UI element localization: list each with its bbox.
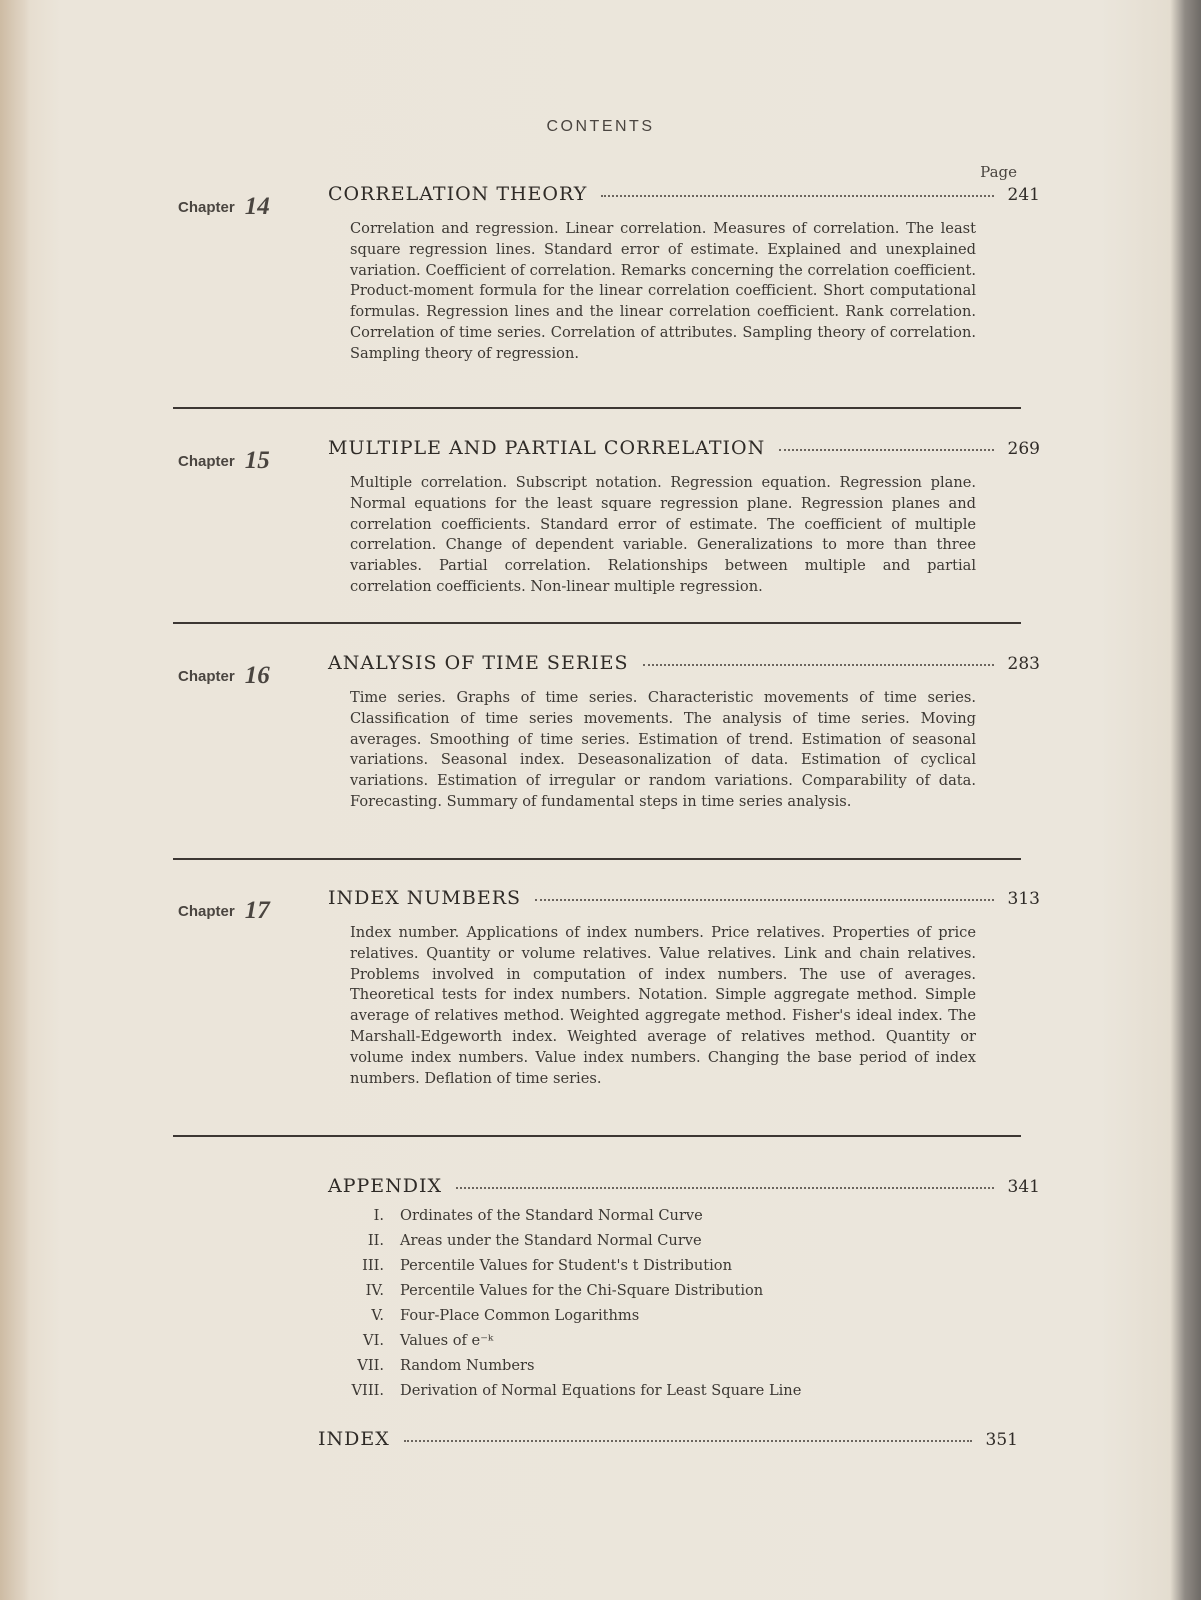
appendix-item bbox=[340, 1232, 940, 1257]
chapter-title-row bbox=[328, 437, 1040, 459]
chapter-number: 15 bbox=[244, 447, 270, 474]
chapter-label bbox=[178, 660, 318, 688]
chapter-number: 17 bbox=[244, 897, 270, 924]
appendix-numeral: VII. bbox=[357, 1357, 384, 1374]
appendix-numeral: VIII. bbox=[351, 1382, 384, 1399]
appendix-numeral: VI. bbox=[363, 1332, 384, 1349]
index-title-row bbox=[318, 1428, 1018, 1450]
chapter-title: MULTIPLE AND PARTIAL CORRELATION bbox=[328, 437, 766, 459]
appendix-item-text: Percentile Values for the Chi-Square Distribution bbox=[400, 1282, 764, 1299]
section-divider bbox=[173, 407, 1021, 409]
chapter-page-number: 283 bbox=[1007, 654, 1040, 674]
chapter-word: Chapter bbox=[178, 453, 235, 470]
appendix-numeral: V. bbox=[371, 1307, 384, 1324]
chapter-description: Correlation and regression. Linear correlation. Measures of correlation. The least square regression lines. Standard error of estimate. Explained and unexplained variation. Coefficient of correlation. Remarks concerning the correlation coefficient. Product-moment formula for the linear correlation coefficient. Short computational formulas. Regression lines and the linear correlation coefficient. Rank correlation. Correlation of time series. Correlation of attributes. Sampling theory of correlation. Sampling theory of regression. bbox=[350, 220, 976, 362]
dot-leader bbox=[456, 1187, 993, 1189]
appendix-list bbox=[340, 1207, 940, 1407]
chapter-title-row bbox=[328, 887, 1040, 909]
chapter-title-row bbox=[328, 652, 1040, 674]
appendix-item bbox=[340, 1257, 940, 1282]
chapter-description: Index number. Applications of index numbers. Price relatives. Properties of price relatives. Quantity or volume relatives. Value relatives. Link and chain relatives. Problems involved in computation of index numbers. The use of averages. Theoretical tests for index numbers. Notation. Simple aggregate method. Simple average of relatives method. Weighted aggregate method. Fisher's ideal index. The Marshall-Edgeworth index. Weighted average of relatives method. Quantity or volume index numbers. Value index numbers. Changing the base period of index numbers. Deflation of time series. bbox=[350, 924, 976, 1087]
appendix-item bbox=[340, 1382, 940, 1407]
index-title: INDEX bbox=[318, 1428, 390, 1450]
appendix-numeral: IV. bbox=[365, 1282, 384, 1299]
chapter-page-number: 313 bbox=[1007, 889, 1040, 909]
dot-leader bbox=[643, 664, 994, 666]
appendix-item-text: Ordinates of the Standard Normal Curve bbox=[400, 1207, 703, 1224]
appendix-item bbox=[340, 1307, 940, 1332]
appendix-item bbox=[340, 1282, 940, 1307]
chapter-description: Multiple correlation. Subscript notation. Regression equation. Regression plane. Normal equations for the least square regression plane. Regression planes and correlation coefficients. Standard error of estimate. The coefficient of multiple correlation. Change of dependent variable. Generalizations to more than three variables. Partial correlation. Relationships between multiple and partial correlation coefficients. Non-linear multiple regression. bbox=[350, 474, 976, 595]
chapter-title-row bbox=[328, 183, 1040, 205]
chapter-page-number: 241 bbox=[1007, 185, 1040, 205]
appendix-item-text: Random Numbers bbox=[400, 1357, 535, 1374]
book-spine-shadow bbox=[0, 0, 30, 1600]
section-divider bbox=[173, 858, 1021, 860]
appendix-numeral: III. bbox=[362, 1257, 384, 1274]
chapter-page-number: 269 bbox=[1007, 439, 1040, 459]
chapter-title: ANALYSIS OF TIME SERIES bbox=[328, 652, 629, 674]
index-page-number: 351 bbox=[985, 1430, 1018, 1450]
page-title: CONTENTS bbox=[546, 118, 655, 135]
dot-leader bbox=[601, 195, 993, 197]
appendix-numeral: II. bbox=[367, 1232, 384, 1249]
chapter-label bbox=[178, 191, 318, 219]
chapter-description: Time series. Graphs of time series. Characteristic movements of time series. Classification of time series movements. The analysis of time series. Moving averages. Smoothing of time series. Estimation of trend. Estimation of seasonal variations. Seasonal index. Deseasonalization of data. Estimation of cyclical variations. Estimation of irregular or random variations. Comparability of data. Forecasting. Summary of fundamental steps in time series analysis. bbox=[350, 689, 976, 810]
appendix-title-row bbox=[328, 1175, 1040, 1197]
appendix-title: APPENDIX bbox=[328, 1175, 443, 1197]
appendix-item bbox=[340, 1207, 940, 1232]
dot-leader bbox=[404, 1440, 972, 1442]
appendix-item bbox=[340, 1357, 940, 1382]
chapter-word: Chapter bbox=[178, 199, 235, 216]
chapter-number: 14 bbox=[244, 193, 270, 220]
appendix-item-text: Values of e⁻ᵏ bbox=[400, 1332, 494, 1349]
section-divider bbox=[173, 622, 1021, 624]
chapter-title: CORRELATION THEORY bbox=[328, 183, 588, 205]
dot-leader bbox=[779, 449, 993, 451]
chapter-number: 16 bbox=[244, 662, 270, 689]
appendix-item-text: Areas under the Standard Normal Curve bbox=[400, 1232, 702, 1249]
chapter-label bbox=[178, 445, 318, 473]
appendix-item-text: Percentile Values for Student's t Distribution bbox=[400, 1257, 732, 1274]
appendix-numeral: I. bbox=[373, 1207, 384, 1224]
appendix-item-text: Four-Place Common Logarithms bbox=[400, 1307, 640, 1324]
dot-leader bbox=[535, 899, 994, 901]
page-column-label: Page bbox=[980, 163, 1017, 181]
chapter-title: INDEX NUMBERS bbox=[328, 887, 522, 909]
chapter-label bbox=[178, 895, 318, 923]
section-divider bbox=[173, 1135, 1021, 1137]
chapter-word: Chapter bbox=[178, 903, 235, 920]
appendix-item bbox=[340, 1332, 940, 1357]
chapter-word: Chapter bbox=[178, 668, 235, 685]
appendix-page-number: 341 bbox=[1007, 1177, 1040, 1197]
appendix-item-text: Derivation of Normal Equations for Least Square Line bbox=[400, 1382, 802, 1399]
